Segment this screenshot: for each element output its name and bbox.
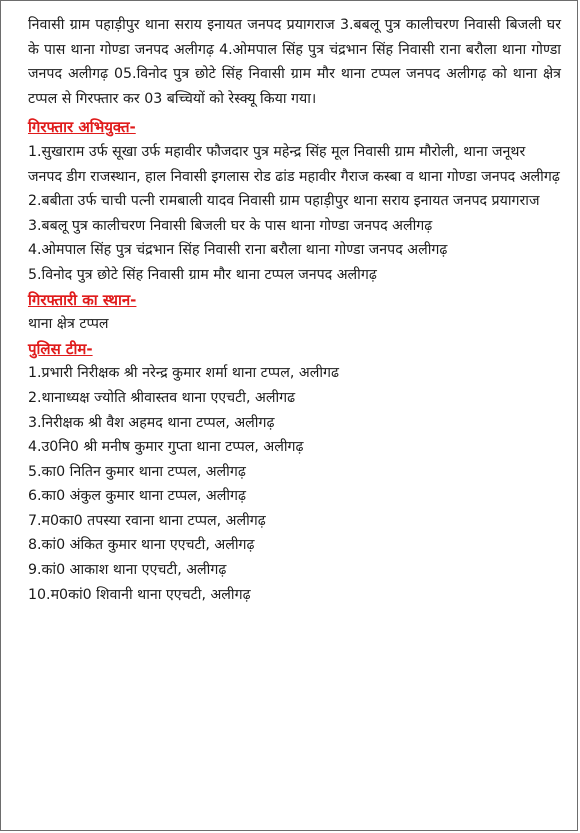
team-member: 8.कां0 अंकित कुमार थाना एएचटी, अलीगढ़	[28, 537, 255, 554]
team-member: 2.थानाध्यक्ष ज्योति श्रीवास्तव थाना एएचटी, अलीगढ	[28, 389, 296, 406]
arrested-heading: गिरफ्तार अभियुक्त-	[28, 118, 136, 137]
arrested-item: 4.ओमपाल सिंह पुत्र चंद्रभान सिंह निवासी राना बरौला थाना गोण्डा जनपद अलीगढ़	[28, 242, 448, 259]
police-team-heading: पुलिस टीम-	[28, 339, 93, 358]
arrested-item: 1.सुखाराम उर्फ सूखा उर्फ महावीर फौजदार पुत्र महेन्द्र सिंह मूल निवासी ग्राम मौरोली, थाना जनूथर जनपद डीग राजस्थान, हाल निवासी इगलास रोड ढांड महावीर गैराज कस्बा व थाना गोण्डा जनपद अलीगढ़	[28, 143, 560, 185]
team-member: 5.का0 नितिन कुमार थाना टप्पल, अलीगढ़	[28, 463, 246, 480]
team-member: 4.उ0नि0 श्री मनीष कुमार गुप्ता थाना टप्पल, अलीगढ़	[28, 439, 304, 456]
team-member: 1.प्रभारी निरीक्षक श्री नरेन्द्र कुमार शर्मा थाना टप्पल, अलीगढ	[28, 365, 339, 382]
team-member: 9.कां0 आकाश थाना एएचटी, अलीगढ़	[28, 562, 227, 579]
arrest-place-value: थाना क्षेत्र टप्पल	[28, 316, 109, 333]
team-member: 6.का0 अंकुल कुमार थाना टप्पल, अलीगढ़	[28, 488, 246, 505]
arrested-item: 3.बबलू पुत्र कालीचरण निवासी बिजली घर के पास थाना गोण्डा जनपद अलीगढ़	[28, 217, 433, 234]
intro-paragraph: निवासी ग्राम पहाड़ीपुर थाना सराय इनायत जनपद प्रयागराज 3.बबलू पुत्र कालीचरण निवासी बिजली घर के पास थाना गोण्डा जनपद अलीगढ़ 4.ओमपाल सिंह पुत्र चंद्रभान सिंह निवासी राना बरौला थाना गोण्डा जनपद अलीगढ़ 05.विनोद पुत्र छोटे सिंह निवासी ग्राम मौर थाना टप्पल जनपद अलीगढ़ को थाना क्षेत्र टप्पल से गिरफ्तार कर 03 बच्चियों को रेस्क्यू किया गया।	[28, 17, 561, 107]
arrested-item: 2.बबीता उर्फ चाची पत्नी रामबाली यादव निवासी ग्राम पहाड़ीपुर थाना सराय इनायत जनपद प्रयागराज	[28, 193, 540, 210]
arrest-place-heading: गिरफ्तारी का स्थान-	[28, 290, 137, 309]
team-member: 10.म0कां0 शिवानी थाना एएचटी, अलीगढ़	[28, 586, 251, 603]
team-member: 3.निरीक्षक श्री वैश अहमद थाना टप्पल, अलीगढ़	[28, 414, 275, 431]
team-member: 7.म0का0 तपस्या रवाना थाना टप्पल, अलीगढ़	[28, 512, 266, 529]
arrested-item: 5.विनोद पुत्र छोटे सिंह निवासी ग्राम मौर थाना टप्पल जनपद अलीगढ़	[28, 266, 377, 283]
